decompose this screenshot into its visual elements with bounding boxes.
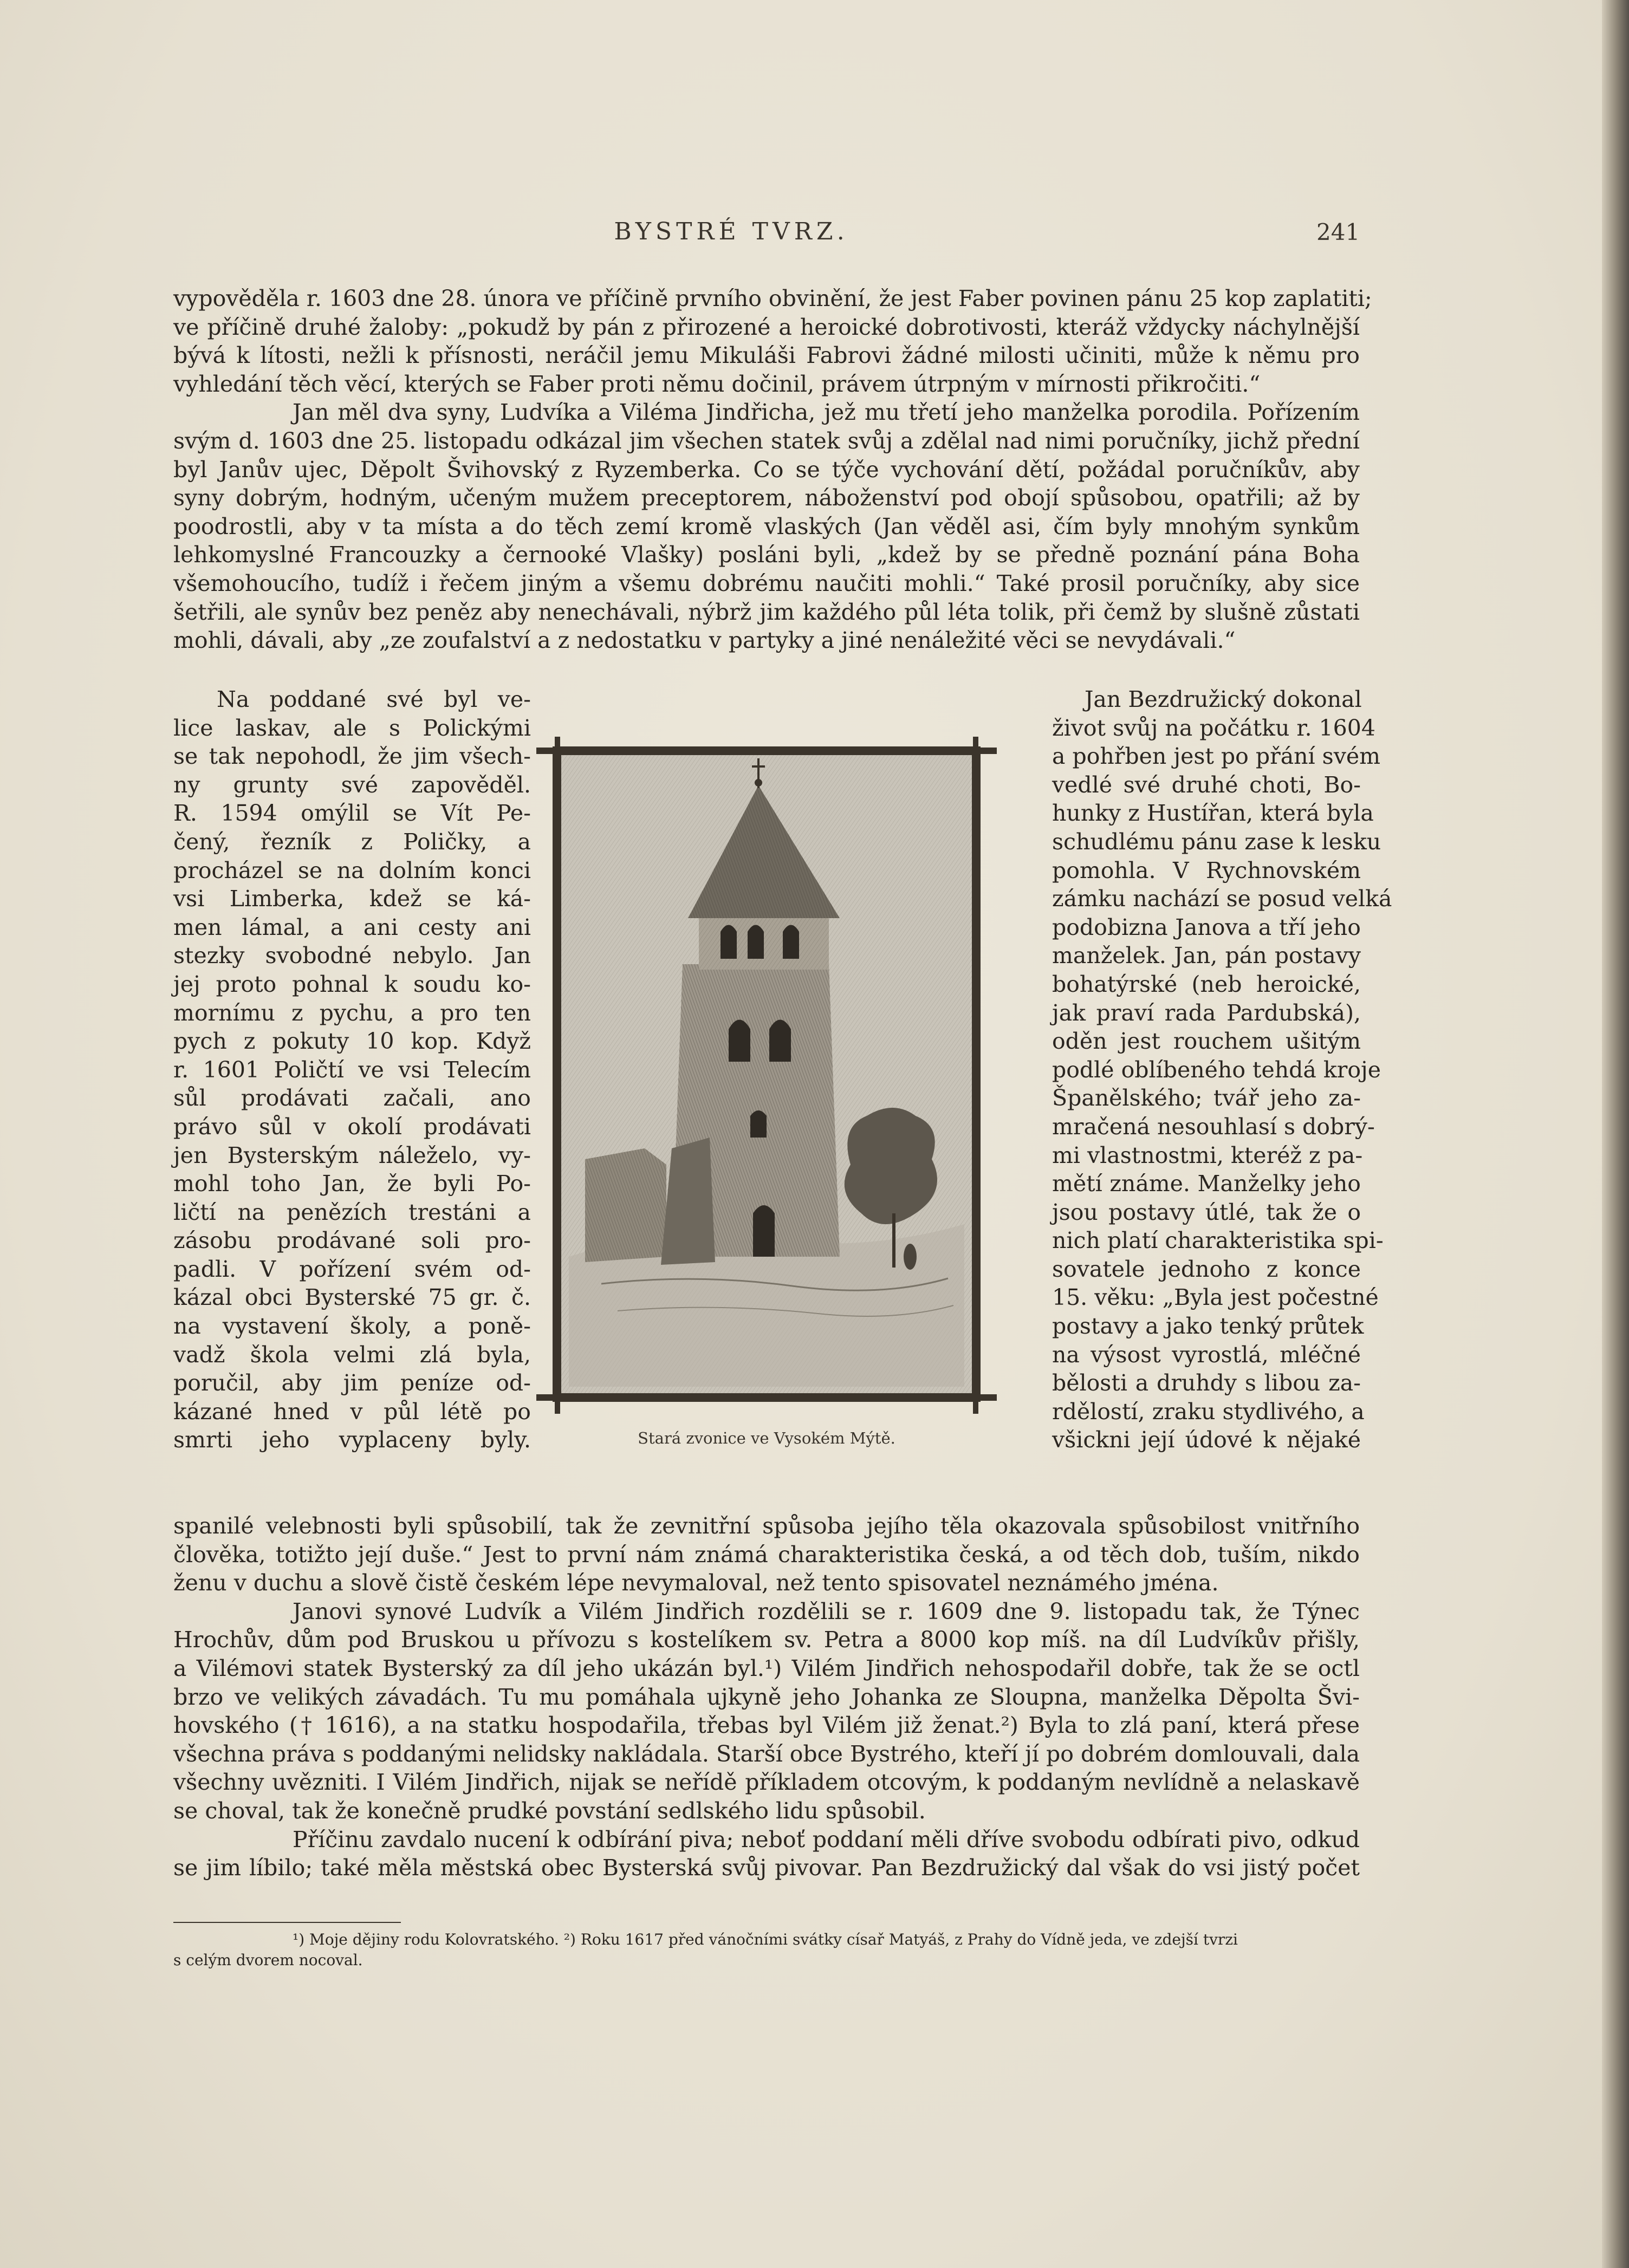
text-line: lehkomyslné Francouzky a černooké Vlašky) posláni byli, „kdež by se předně poznání pána Boha <box>173 542 1360 568</box>
page-number: 241 <box>1316 219 1360 245</box>
text-line: vypověděla r. 1603 dne 28. února ve příčině prvního obvinění, že jest Faber povinen pánu 25 kop zaplatiti; <box>173 285 1372 311</box>
text-line: r. 1601 Poličtí ve vsi Telecím <box>173 1056 531 1083</box>
text-line: schudlému pánu zase k lesku <box>1052 828 1381 855</box>
text-line: brzo ve velikých závadách. Tu mu pomáhala ujkyně jeho Johanka ze Sloupna, manželka Děpolta Švi- <box>173 1684 1360 1710</box>
text-line: bývá k lítosti, nežli k přísnosti, neráčil jemu Mikuláši Fabrovi žádné milosti učiniti, může k němu pro <box>173 342 1360 369</box>
text-line: manželek. Jan, pán postavy <box>1052 943 1361 969</box>
text-line: všickni její údové k nějaké <box>1052 1427 1361 1453</box>
text-line: na výsost vyrostlá, mléčné <box>1052 1341 1361 1368</box>
text-line: podlé oblíbeného tehdá kroje <box>1052 1056 1381 1083</box>
text-line: bohatýrské (neb heroické, <box>1052 971 1361 997</box>
text-line: Španělského; tvář jeho za- <box>1052 1085 1361 1112</box>
text-line: lice laskav, ale s Polickými <box>173 714 531 741</box>
text-line: zásobu prodávané soli pro- <box>173 1227 531 1254</box>
text-line: spanilé velebnosti byli spůsobilí, tak že zevnitřní spůsoba jejího těla okazovala spůsobilost vnitřního <box>173 1513 1360 1539</box>
text-line: všechna práva s poddanými nelidsky nakládala. Starší obce Bystrého, kteří jí po dobrém domlouvali, dala <box>173 1740 1360 1767</box>
text-line: šetřili, ale synův bez peněz aby nenechávali, nýbrž jim každého půl léta tolik, při čemž by slušně zůstati <box>173 599 1360 625</box>
text-line: život svůj na počátku r. 1604 <box>1052 714 1375 741</box>
frame-left-bar <box>553 746 561 1402</box>
text-line: sůl prodávati začali, ano <box>173 1085 531 1112</box>
text-line: čený, řezník z Poličky, a <box>173 828 531 855</box>
text-line: men lámal, a ani cesty ani <box>173 914 531 940</box>
text-line: mětí známe. Manželky jeho <box>1052 1171 1361 1197</box>
figure-caption: Stará zvonice ve Vysokém Mýtě. <box>638 1429 895 1447</box>
text-line: nich platí charakteristika spi- <box>1052 1227 1384 1254</box>
text-line: se jim líbilo; také měla městská obec Bysterská svůj pivovar. Pan Bezdružický dal však do vsi jistý počet <box>173 1855 1360 1881</box>
tree <box>845 1108 937 1224</box>
text-line: hovského († 1616), a na statku hospodařila, třebas byl Vilém již ženat.²) Byla to zlá paní, která přese <box>173 1712 1360 1739</box>
text-line: jej proto pohnal k soudu ko- <box>173 971 531 997</box>
left-column-text <box>173 685 531 1454</box>
text-line: vyhledání těch věcí, kterých se Faber proti němu dočinil, právem útrpným v mírnosti přikročiti.“ <box>173 371 1261 397</box>
text-line: sovatele jednoho z konce <box>1052 1256 1361 1282</box>
text-line: se tak nepohodl, že jim všech- <box>173 743 531 770</box>
text-line: mohli, dávali, aby „ze zoufalství a z nedostatku v partyky a jiné nenáležité věci se nevydávali.“ <box>173 627 1236 654</box>
text-line: oděn jest rouchem ušitým <box>1052 1028 1361 1055</box>
text-line: syny dobrým, hodným, učeným mužem preceptorem, náboženství pod obojí spůsobou, opatřili; až by <box>173 485 1360 511</box>
text-line: jak praví rada Pardubská), <box>1052 999 1361 1026</box>
right-column-text <box>1052 685 1392 1454</box>
text-line: pych z pokuty 10 kop. Když <box>173 1028 531 1055</box>
text-line: poručil, aby jim peníze od- <box>173 1370 531 1396</box>
book-spine-shadow <box>1602 0 1629 2268</box>
text-line: člověka, totižto její duše.“ Jest to první nám známá charakteristika česká, a od těch dob, tuším, nikdo <box>173 1541 1360 1568</box>
text-line: všemohoucího, tudíž i řečem jiným a všemu dobrému naučiti mohli.“ Také prosil poručníky, aby sice <box>173 570 1360 596</box>
text-line: a Vilémovi statek Bysterský za díl jeho ukázán byl.¹) Vilém Jindřich nehospodařil dobře, tak že se octl <box>173 1655 1360 1681</box>
text-line: ny grunty své zapověděl. <box>173 771 531 798</box>
text-line: Jan měl dva syny, Ludvíka a Viléma Jindřicha, jež mu třetí jeho manželka porodila. Pořízením <box>293 399 1360 426</box>
text-line: vedlé své druhé choti, Bo- <box>1052 771 1361 798</box>
text-line: Janovi synové Ludvík a Vilém Jindřich rozdělili se r. 1609 dne 9. listopadu tak, že Týnec <box>293 1598 1360 1624</box>
text-line: Příčinu zavdalo nucení k odbírání piva; neboť poddaní měli dříve svobodu odbírati pivo, odkud <box>293 1826 1360 1853</box>
text-line: R. 1594 omýlil se Vít Pe- <box>173 800 531 827</box>
text-line: všechny uvězniti. I Vilém Jindřich, nijak se neřídě příkladem otcovým, k poddaným nevlídně a nelaskavě <box>173 1769 1360 1796</box>
text-line: jen Bysterským náleželo, vy- <box>173 1142 531 1168</box>
body-text-bottom <box>173 1512 1360 1882</box>
text-line: ve příčině druhé žaloby: „pokudž by pán z přirozené a heroické dobrotivosti, kteráž vždycky náchylnější <box>173 314 1360 340</box>
text-line: ličtí na penězích trestáni a <box>173 1199 531 1225</box>
text-line: kázané hned v půl létě po <box>173 1398 531 1425</box>
text-line: procházel se na dolním konci <box>173 857 531 883</box>
frame-right-bar <box>972 746 981 1402</box>
text-line: Jan Bezdružický dokonal <box>1085 686 1362 712</box>
text-line: mi vlastnostmi, kteréž z pa- <box>1052 1142 1363 1168</box>
text-line: kázal obci Bysterské 75 gr. č. <box>173 1284 531 1311</box>
text-line: a pohřben jest po přání svém <box>1052 743 1381 770</box>
text-line: stezky svobodné nebylo. Jan <box>173 943 531 969</box>
text-line: Hrochův, dům pod Bruskou u přívozu s kostelíkem sv. Petra a 8000 kop míš. na díl Ludvíkův přišly, <box>173 1627 1360 1653</box>
text-line: mornímu z pychu, a pro ten <box>173 999 531 1026</box>
text-line: hunky z Hustířan, která byla <box>1052 800 1374 827</box>
body-text-top <box>173 284 1372 655</box>
footnote-line: s celým dvorem nocoval. <box>173 1951 363 1969</box>
footnote-divider <box>173 1922 401 1923</box>
text-line: zámku nachází se posud velká <box>1052 886 1392 912</box>
footnotes <box>173 1929 1360 1971</box>
text-line: ženu v duchu a slově čistě českém lépe nevymaloval, než tento spisovatel neznámého jména. <box>173 1570 1219 1596</box>
frame-top-bar <box>553 746 981 755</box>
text-line: na vystavení školy, a poně- <box>173 1313 531 1340</box>
text-line: postavy a jako tenký průtek <box>1052 1313 1364 1340</box>
text-line: mohl toho Jan, že byli Po- <box>173 1171 531 1197</box>
text-line: jsou postavy útlé, tak že o <box>1052 1199 1361 1225</box>
footnote-line: ¹) Moje dějiny rodu Kolovratského. ²) Roku 1617 před vánočními svátky císař Matyáš, z Prahy do Vídně jeda, ve zdejší tvrzi <box>293 1931 1238 1948</box>
text-line: se choval, tak že konečně prudké povstání sedlského lidu spůsobil. <box>173 1797 926 1824</box>
frame-bottom-bar <box>553 1393 981 1402</box>
text-line: smrti jeho vyplaceny byly. <box>173 1427 531 1453</box>
text-line: pomohla. V Rychnovském <box>1052 857 1361 883</box>
text-line: byl Janův ujec, Děpolt Švihovský z Ryzemberka. Co se týče vychování dětí, požádal poručníkův, aby <box>173 456 1360 483</box>
text-line: právo sůl v okolí prodávati <box>173 1113 531 1140</box>
text-line: vadž škola velmi zlá byla, <box>173 1341 531 1368</box>
text-line: vsi Limberka, kdež se ká- <box>173 886 531 912</box>
text-line: 15. věku: „Byla jest počestné <box>1052 1284 1379 1311</box>
text-line: poodrostli, aby v ta místa a do těch zemí kromě vlaských (Jan věděl asi, čím byly mnohým synkům <box>173 513 1360 540</box>
bell-tower-illustration <box>536 737 997 1414</box>
text-line: padli. V pořízení svém od- <box>173 1256 531 1282</box>
text-line: bělosti a druhdy s libou za- <box>1052 1370 1361 1396</box>
text-line: mračená nesouhlasí s dobrý- <box>1052 1113 1375 1140</box>
text-line: svým d. 1603 dne 25. listopadu odkázal jim všechen statek svůj a zdělal nad nimi poručníky, jichž přední <box>173 427 1360 454</box>
text-line: Na poddané své byl ve- <box>217 686 531 712</box>
text-line: rdělostí, zraku stydlivého, a <box>1052 1398 1365 1425</box>
running-header: BYSTRÉ TVRZ. <box>614 218 849 245</box>
text-line: podobizna Janova a tří jeho <box>1052 914 1361 940</box>
